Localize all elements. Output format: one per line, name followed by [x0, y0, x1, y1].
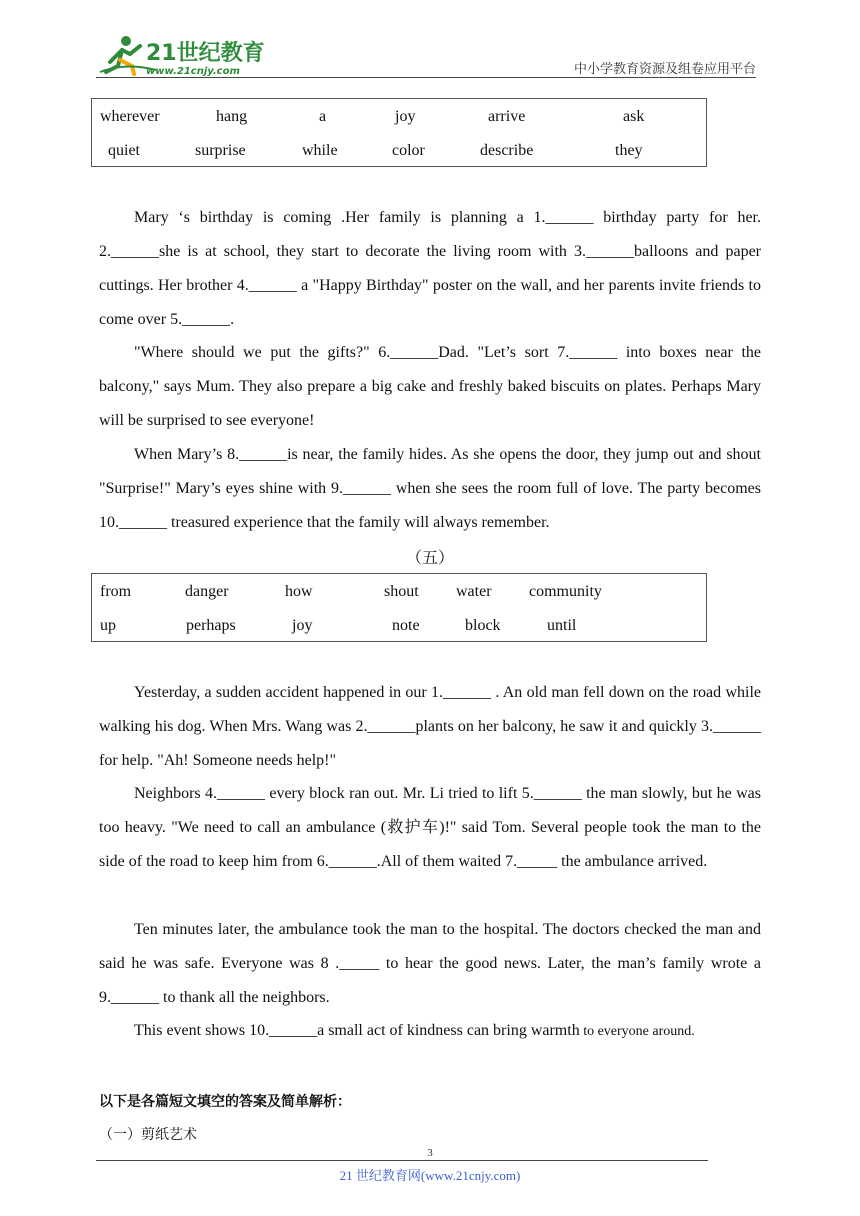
footer-site-link[interactable]: 21 世纪教育网(www.21cnjy.com) — [339, 1168, 521, 1183]
footer-divider — [96, 1160, 708, 1161]
passage2-paragraph-4 — [99, 1014, 761, 1049]
passage2-paragraph-3: Ten minutes later, the ambulance took the man to the hospital. The doctors checked the man and said he was safe. Everyone was 8 ._____ to hear the good news. Later, the man’s family wrote a 9.______ to thank all the neighbors. — [99, 921, 761, 1006]
word-bank-word: surprise — [195, 142, 246, 159]
word-bank-word: perhaps — [186, 617, 236, 634]
word-bank-word: while — [302, 142, 338, 159]
answers-heading: 以下是各篇短文填空的答案及简单解析： — [99, 1094, 351, 1110]
word-bank-word: joy — [395, 108, 416, 125]
word-bank-word: a — [319, 108, 327, 125]
passage1-paragraph-1: Mary ‘s birthday is coming .Her family is planning a 1.______ birthday party for her. 2.______she is at school, they start to decorate the living room with 3.______balloons and paper cuttings. Her brother 4.______ a "Happy Birthday" poster on the wall, and her parents invite friends to come over 5.______. — [99, 209, 761, 328]
word-bank-word: ask — [623, 108, 645, 125]
word-bank-word: how — [285, 583, 313, 600]
word-bank-word: danger — [185, 583, 229, 600]
answers-subheading: （一）剪纸艺术 — [99, 1127, 197, 1143]
logo-url-text: www.21cnjy.com — [146, 66, 240, 77]
word-bank-word: arrive — [488, 108, 526, 125]
passage2-paragraph-2: Neighbors 4.______ every block ran out. Mr. Li tried to lift 5.______ the man slowly, but he was too heavy. "We need to call an ambulance (救护车)!" said Tom. Several people took the man to the side of the road to keep him from 6.______.All of them waited 7._____ the ambulance arrived. — [99, 785, 761, 870]
word-bank-word: shout — [384, 583, 419, 600]
word-bank-word: community — [529, 583, 602, 600]
page-number: 3 — [427, 1147, 433, 1159]
word-bank-word: hang — [216, 108, 248, 125]
word-bank-word: note — [392, 617, 420, 634]
passage2-paragraph-4-main: This event shows 10.______a small act of kindness can bring warmth — [134, 1022, 580, 1039]
word-bank-box-2 — [91, 573, 707, 642]
word-bank-word: water — [456, 583, 492, 600]
word-bank-word: up — [100, 617, 116, 634]
word-bank-word: they — [615, 142, 643, 159]
logo-text: 21世纪教育 — [146, 41, 265, 66]
header-divider — [96, 77, 756, 78]
word-bank-word: from — [100, 583, 132, 600]
section-label-five: （五） — [405, 548, 454, 567]
word-bank-word: quiet — [108, 142, 140, 159]
word-bank-word: until — [547, 617, 577, 634]
word-bank-word: color — [392, 142, 425, 159]
word-bank-box-1 — [91, 98, 707, 167]
passage2-paragraph-1: Yesterday, a sudden accident happened in our 1.______ . An old man fell down on the road while walking his dog. When Mrs. Wang was 2.______plants on her balcony, he saw it and quickly 3.______ for help. "Ah! Someone needs help!" — [99, 684, 761, 769]
passage1-paragraph-3: When Mary’s 8.______is near, the family hides. As she opens the door, they jump out and shout "Surprise!" Mary’s eyes shine with 9.______ when she sees the room full of love. The party becomes 10.______ treasured experience that the family will always remember. — [99, 446, 761, 531]
passage2-paragraph-4-tail: to everyone around. — [579, 1024, 695, 1039]
platform-name: 中小学教育资源及组卷应用平台 — [573, 62, 756, 77]
passage1-paragraph-2: "Where should we put the gifts?" 6.______Dad. "Let’s sort 7.______ into boxes near the balcony," says Mum. They also prepare a big cake and freshly baked biscuits on plates. Perhaps Mary will be surprised to see everyone! — [99, 344, 761, 429]
word-bank-word: describe — [480, 142, 534, 159]
word-bank-word: joy — [292, 617, 313, 634]
word-bank-word: block — [465, 617, 501, 634]
word-bank-word: wherever — [100, 108, 160, 125]
site-logo — [96, 32, 266, 78]
